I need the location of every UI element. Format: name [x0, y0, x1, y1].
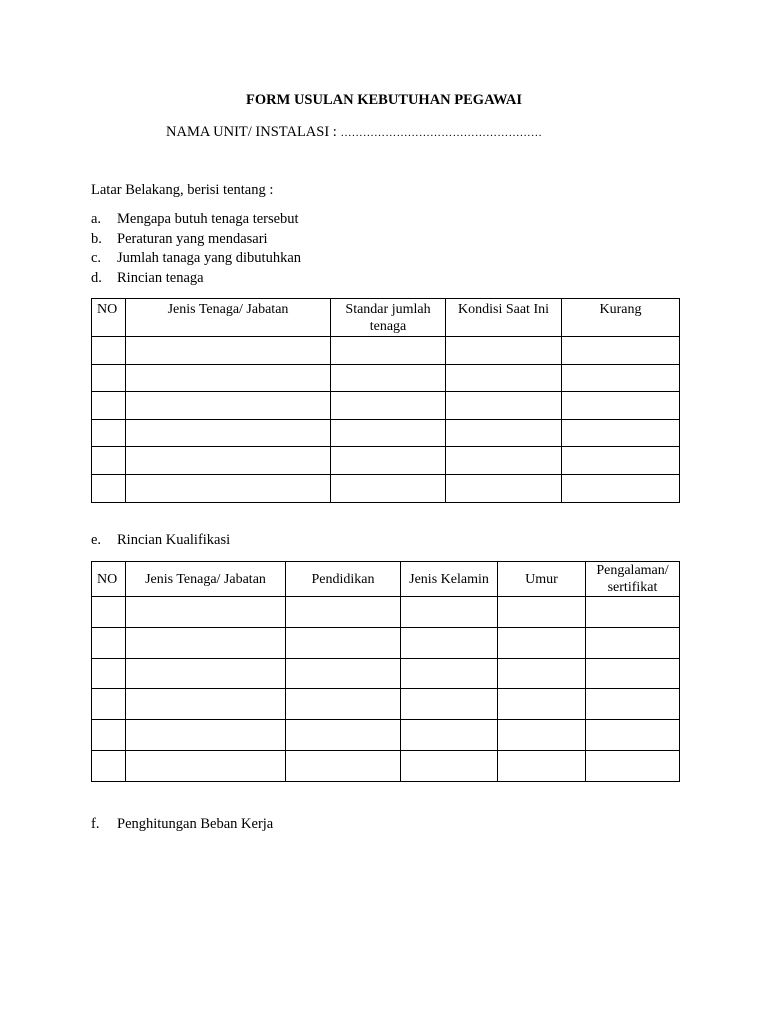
- section-f-title: Penghitungan Beban Kerja: [117, 816, 274, 832]
- list-marker: a.: [91, 211, 102, 227]
- table-cell: [92, 627, 126, 658]
- list-item: [91, 269, 301, 289]
- table-cell: [126, 337, 331, 365]
- table-cell: [331, 337, 446, 365]
- table-cell: [401, 750, 498, 781]
- table-row: [92, 597, 680, 628]
- list-marker: b.: [91, 230, 102, 247]
- table-cell: [562, 337, 680, 365]
- unit-line: [166, 124, 542, 141]
- table-cell: [92, 597, 126, 628]
- table-row: [92, 364, 680, 392]
- table-cell: [126, 364, 331, 392]
- table-cell: [401, 658, 498, 689]
- table-cell: [92, 689, 126, 720]
- table-cell: [562, 419, 680, 447]
- table-header-row: [92, 299, 680, 337]
- table-row: [92, 720, 680, 751]
- table-cell: [126, 720, 286, 751]
- table-cell: [562, 364, 680, 392]
- table-cell: [331, 474, 446, 502]
- staff-needs-body: [92, 337, 680, 503]
- header-no: NO: [92, 562, 126, 597]
- table-cell: [498, 627, 586, 658]
- table-cell: [401, 689, 498, 720]
- table-row: [92, 689, 680, 720]
- header-pendidikan: Pendidikan: [286, 562, 401, 597]
- section-e: [91, 531, 230, 551]
- table-cell: [286, 658, 401, 689]
- table-cell: [586, 597, 680, 628]
- table-cell: [331, 419, 446, 447]
- table-cell: [498, 750, 586, 781]
- table-cell: [562, 447, 680, 475]
- table-cell: [126, 419, 331, 447]
- list-marker: c.: [91, 250, 102, 266]
- table-cell: [498, 689, 586, 720]
- table-cell: [401, 720, 498, 751]
- list-item-text: Rincian tenaga: [117, 269, 204, 286]
- list-item-text: Mengapa butuh tenaga tersebut: [117, 211, 299, 227]
- table-cell: [401, 597, 498, 628]
- section-e-title: Rincian Kualifikasi: [117, 532, 231, 548]
- qualification-body: [92, 597, 680, 782]
- table-cell: [562, 474, 680, 502]
- table-cell: [562, 392, 680, 420]
- header-umur: Umur: [498, 562, 586, 597]
- list-marker: e.: [91, 532, 102, 548]
- header-kurang: Kurang: [562, 299, 680, 337]
- form-title: FORM USULAN KEBUTUHAN PEGAWAI: [246, 92, 522, 108]
- table-row: [92, 419, 680, 447]
- list-item: [91, 249, 301, 269]
- list-item: [91, 230, 301, 250]
- table-cell: [286, 689, 401, 720]
- table-cell: [126, 474, 331, 502]
- table-cell: [126, 392, 331, 420]
- table-cell: [126, 447, 331, 475]
- table-cell: [126, 750, 286, 781]
- header-jenis-tenaga: Jenis Tenaga/ Jabatan: [126, 299, 331, 337]
- table-cell: [446, 447, 562, 475]
- table-cell: [446, 392, 562, 420]
- table-cell: [586, 689, 680, 720]
- table-cell: [446, 474, 562, 502]
- table-cell: [498, 658, 586, 689]
- table-cell: [446, 337, 562, 365]
- list-item: [91, 531, 230, 551]
- table-cell: [126, 658, 286, 689]
- table-cell: [331, 364, 446, 392]
- table-row: [92, 627, 680, 658]
- table-row: [92, 392, 680, 420]
- list-item: [91, 210, 301, 230]
- table-cell: [126, 689, 286, 720]
- table-cell: [92, 720, 126, 751]
- table-cell: [446, 364, 562, 392]
- table-cell: [286, 627, 401, 658]
- table-row: [92, 474, 680, 502]
- header-no: NO: [92, 299, 126, 337]
- header-jenis-kelamin: Jenis Kelamin: [401, 562, 498, 597]
- table-row: [92, 750, 680, 781]
- qualification-table: [91, 561, 680, 782]
- background-list: [91, 210, 301, 288]
- table-cell: [586, 720, 680, 751]
- list-marker: d.: [91, 269, 102, 286]
- table-cell: [126, 597, 286, 628]
- table-header-row: [92, 562, 680, 597]
- table-cell: [126, 627, 286, 658]
- header-pengalaman: Pengalaman/ sertifikat: [586, 562, 680, 597]
- table-cell: [331, 447, 446, 475]
- table-cell: [586, 627, 680, 658]
- table-cell: [92, 419, 126, 447]
- list-item-text: Peraturan yang mendasari: [117, 230, 268, 247]
- list-marker: f.: [91, 816, 100, 832]
- table-cell: [498, 597, 586, 628]
- table-cell: [286, 597, 401, 628]
- table-row: [92, 337, 680, 365]
- header-jenis-tenaga: Jenis Tenaga/ Jabatan: [126, 562, 286, 597]
- table-cell: [92, 474, 126, 502]
- section-f: [91, 815, 273, 835]
- list-item-text: Jumlah tanaga yang dibutuhkan: [117, 250, 302, 266]
- unit-fill-dots: ………………………………………………: [340, 127, 543, 139]
- list-item: [91, 815, 273, 835]
- table-cell: [92, 658, 126, 689]
- table-cell: [92, 337, 126, 365]
- table-row: [92, 658, 680, 689]
- header-standar-jumlah: Standar jumlah tenaga: [331, 299, 446, 337]
- table-cell: [286, 750, 401, 781]
- table-cell: [586, 750, 680, 781]
- staff-needs-table: [91, 298, 680, 503]
- background-intro: Latar Belakang, berisi tentang :: [91, 182, 274, 198]
- table-cell: [331, 392, 446, 420]
- table-cell: [586, 658, 680, 689]
- table-cell: [498, 720, 586, 751]
- unit-label: NAMA UNIT/ INSTALASI :: [166, 124, 337, 140]
- table-cell: [92, 364, 126, 392]
- table-cell: [446, 419, 562, 447]
- table-row: [92, 447, 680, 475]
- table-cell: [92, 750, 126, 781]
- table-cell: [286, 720, 401, 751]
- table-cell: [401, 627, 498, 658]
- header-kondisi-saat-ini: Kondisi Saat Ini: [446, 299, 562, 337]
- table-cell: [92, 447, 126, 475]
- table-cell: [92, 392, 126, 420]
